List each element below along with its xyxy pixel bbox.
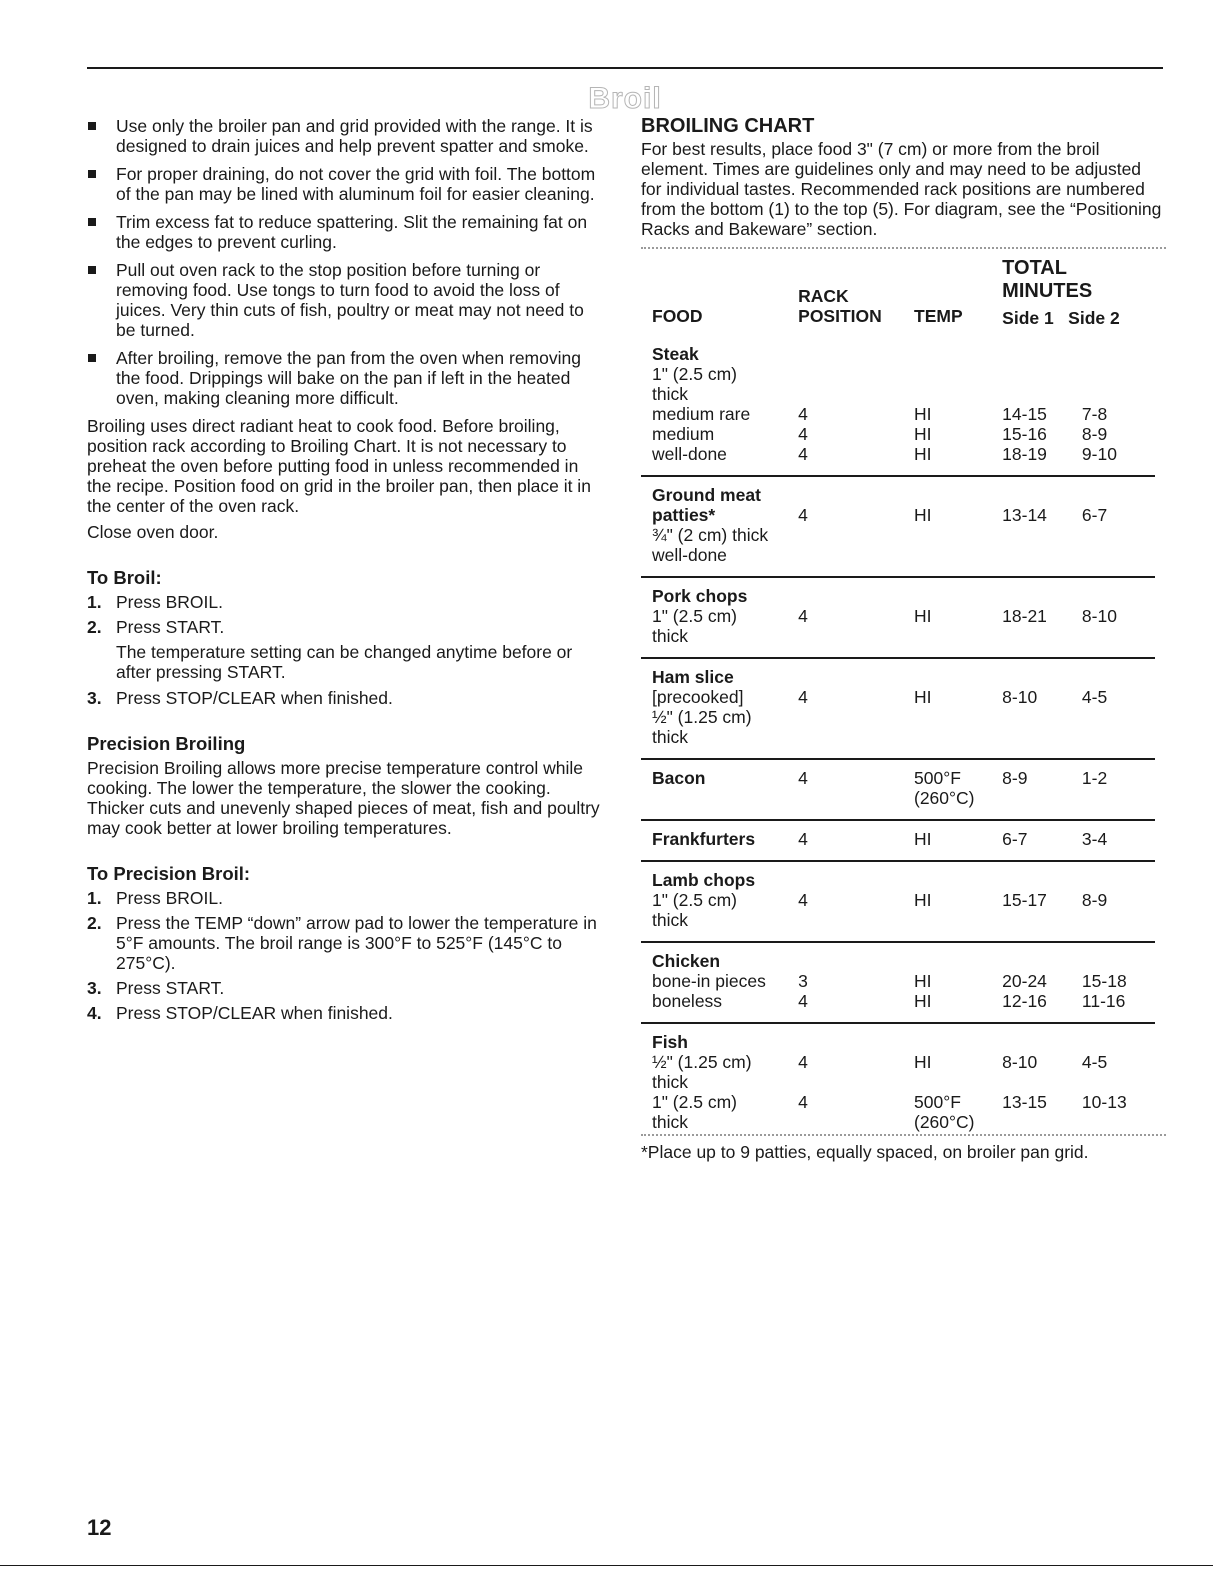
chart-header bbox=[641, 249, 1155, 336]
temp-cell bbox=[914, 820, 1002, 861]
square-bullet-icon bbox=[88, 354, 96, 362]
spacer bbox=[914, 485, 1002, 505]
food-cell bbox=[641, 476, 798, 577]
side1-cell bbox=[1002, 658, 1082, 759]
food-description: bone-in pieces bbox=[652, 971, 766, 991]
spacer bbox=[1002, 667, 1082, 687]
food-description: thick bbox=[652, 1112, 688, 1132]
rack-header bbox=[798, 249, 914, 336]
side2-cell bbox=[1082, 658, 1155, 759]
food-cell bbox=[641, 759, 798, 820]
temperature: HI bbox=[914, 991, 932, 1011]
step-number: 1. bbox=[87, 592, 102, 612]
side2-cell bbox=[1082, 820, 1155, 861]
chart-row-group bbox=[641, 577, 1155, 658]
food-cell bbox=[641, 577, 798, 658]
close-door-text: Close oven door. bbox=[87, 522, 219, 542]
spacer bbox=[798, 485, 914, 505]
spacer bbox=[1002, 485, 1082, 505]
tip-text: Pull out oven rack to the stop position before turning or removing food. Use tongs to turn food to avoid the loss of juices. Very thin cuts of fish, poultry or meat may not need to be turned. bbox=[116, 260, 584, 340]
spacer bbox=[1082, 1072, 1155, 1092]
spacer bbox=[914, 586, 1002, 606]
temperature: 500°F bbox=[914, 1092, 961, 1112]
temperature: HI bbox=[914, 687, 932, 707]
side2-minutes: 15-18 bbox=[1081, 971, 1127, 991]
temp-cell bbox=[914, 1023, 1002, 1134]
precision-text: Precision Broiling allows more precise temperature control while cooking. The lower the temperature, the slower the cooking. Thicker cuts and unevenly shaped pieces of meat, fish and poultry may cook better at lower broiling temperatures. bbox=[87, 758, 600, 838]
broiling-chart-table bbox=[641, 249, 1155, 1134]
tip-item bbox=[87, 164, 607, 204]
step-item bbox=[87, 1003, 607, 1023]
temperature: (260°C) bbox=[914, 1112, 975, 1132]
side2-minutes: 3-4 bbox=[1081, 829, 1108, 849]
food-description: medium rare bbox=[652, 404, 751, 424]
food-header-label: FOOD bbox=[652, 306, 703, 326]
to-broil-steps bbox=[87, 592, 607, 637]
header-row bbox=[641, 249, 1155, 336]
chart-footnote: *Place up to 9 patties, equally spaced, on broiler pan grid. bbox=[641, 1142, 1089, 1162]
to-broil-steps-cont bbox=[87, 688, 607, 708]
side1-cell bbox=[1002, 861, 1082, 942]
rack-cell bbox=[798, 336, 914, 476]
step-number: 4. bbox=[87, 1003, 102, 1023]
food-description: thick bbox=[652, 727, 688, 747]
side1-cell bbox=[1002, 942, 1082, 1023]
spacer bbox=[914, 1032, 1002, 1052]
rack-cell bbox=[798, 577, 914, 658]
food-cell bbox=[641, 658, 798, 759]
step-item bbox=[87, 888, 607, 908]
rack-position: 4 bbox=[798, 829, 808, 849]
side2-cell bbox=[1082, 861, 1155, 942]
dotted-rule bbox=[641, 1134, 1166, 1136]
temperature: HI bbox=[914, 890, 932, 910]
page-number: 12 bbox=[87, 1515, 112, 1540]
side1-minutes: 13-14 bbox=[1002, 505, 1047, 525]
side2-minutes: 11-16 bbox=[1081, 991, 1126, 1011]
side1-minutes: 14-15 bbox=[1002, 404, 1047, 424]
side1-cell bbox=[1002, 759, 1082, 820]
rack-position: 4 bbox=[798, 404, 808, 424]
spacer bbox=[798, 364, 914, 384]
food-name: Ham slice bbox=[652, 667, 734, 687]
temp-cell bbox=[914, 336, 1002, 476]
spacer bbox=[798, 384, 914, 404]
temp-cell bbox=[914, 577, 1002, 658]
food-name: Pork chops bbox=[652, 586, 748, 606]
side2-cell bbox=[1082, 336, 1155, 476]
side2-cell bbox=[1082, 759, 1155, 820]
spacer bbox=[1082, 384, 1155, 404]
rack-position: 4 bbox=[798, 1092, 808, 1112]
food-name: Bacon bbox=[652, 768, 706, 788]
rack-cell bbox=[798, 820, 914, 861]
spacer bbox=[914, 870, 1002, 890]
food-name: Chicken bbox=[652, 951, 721, 971]
sides-header bbox=[1002, 307, 1155, 330]
side2-cell bbox=[1082, 942, 1155, 1023]
food-description: well-done bbox=[652, 545, 727, 565]
spacer bbox=[1002, 951, 1082, 971]
tip-item bbox=[87, 348, 607, 408]
chart-row-group bbox=[641, 820, 1155, 861]
side2-minutes: 4-5 bbox=[1081, 1052, 1108, 1072]
temperature: 500°F bbox=[914, 768, 961, 788]
step-number: 2. bbox=[87, 617, 102, 637]
total-minutes-header bbox=[1002, 249, 1155, 336]
spacer bbox=[1002, 586, 1082, 606]
total-header-line1: TOTAL bbox=[1002, 257, 1067, 279]
step-item bbox=[87, 913, 607, 973]
side2-header: Side 2 bbox=[1068, 308, 1120, 328]
tip-text: Trim excess fat to reduce spattering. Slit the remaining fat on the edges to prevent curling. bbox=[116, 212, 588, 252]
tip-text: Use only the broiler pan and grid provided with the range. It is designed to drain juices and help prevent spatter and smoke. bbox=[116, 116, 593, 156]
food-name: Lamb chops bbox=[652, 870, 756, 890]
food-description: medium bbox=[652, 424, 715, 444]
rack-cell bbox=[798, 942, 914, 1023]
step-number: 1. bbox=[87, 888, 102, 908]
side2-cell bbox=[1082, 1023, 1155, 1134]
intro-paragraph: Broiling uses direct radiant heat to cook food. Before broiling, position rack according to Broiling Chart. It is not necessary to preheat the oven before putting food in unless recommended in the recipe. Position food on grid in the broiler pan, then place it in the center of the oven rack. bbox=[87, 416, 591, 516]
food-cell bbox=[641, 942, 798, 1023]
rack-cell bbox=[798, 658, 914, 759]
tip-item bbox=[87, 116, 607, 156]
side1-cell bbox=[1002, 820, 1082, 861]
rack-position: 4 bbox=[798, 424, 808, 444]
side1-cell bbox=[1002, 336, 1082, 476]
side1-minutes: 12-16 bbox=[1002, 991, 1047, 1011]
food-description: [precooked] bbox=[652, 687, 744, 707]
spacer bbox=[798, 1032, 914, 1052]
temp-cell bbox=[914, 942, 1002, 1023]
food-name: Steak bbox=[652, 344, 699, 364]
temperature: HI bbox=[914, 404, 932, 424]
step-text: Press STOP/CLEAR when finished. bbox=[116, 688, 393, 708]
rack-cell bbox=[798, 476, 914, 577]
to-precision-steps bbox=[87, 888, 607, 1023]
step-note: The temperature setting can be changed anytime before or after pressing START. bbox=[116, 642, 573, 682]
spacer bbox=[1082, 951, 1155, 971]
rack-cell bbox=[798, 861, 914, 942]
food-description: ¾" (2 cm) thick bbox=[652, 525, 769, 545]
rack-header-line1: RACK bbox=[798, 286, 849, 306]
rack-position: 4 bbox=[798, 606, 808, 626]
food-name: Frankfurters bbox=[652, 829, 756, 849]
temperature: (260°C) bbox=[914, 788, 975, 808]
chart-row-group bbox=[641, 476, 1155, 577]
side2-minutes: 8-9 bbox=[1081, 424, 1108, 444]
spacer bbox=[1002, 344, 1082, 364]
temperature: HI bbox=[914, 829, 932, 849]
side2-minutes: 1-2 bbox=[1081, 768, 1108, 788]
chart-title: BROILING CHART bbox=[641, 115, 815, 137]
chart-body bbox=[641, 336, 1155, 1134]
rack-position: 3 bbox=[798, 971, 808, 991]
to-precision-heading: To Precision Broil: bbox=[87, 863, 251, 884]
spacer bbox=[914, 667, 1002, 687]
spacer bbox=[1082, 344, 1155, 364]
left-column bbox=[87, 116, 607, 1028]
temperature: HI bbox=[914, 1052, 932, 1072]
food-description: thick bbox=[652, 910, 688, 930]
chart-row-group bbox=[641, 1023, 1155, 1134]
temp-cell bbox=[914, 861, 1002, 942]
spacer bbox=[1002, 1072, 1082, 1092]
food-name: Ground meat patties* bbox=[652, 485, 761, 525]
food-description: well-done bbox=[652, 444, 727, 464]
spacer bbox=[1002, 870, 1082, 890]
temp-header-label: TEMP bbox=[914, 306, 963, 326]
spacer bbox=[1002, 1032, 1082, 1052]
temp-cell bbox=[914, 658, 1002, 759]
food-description: boneless bbox=[652, 991, 723, 1011]
square-bullet-icon bbox=[88, 218, 96, 226]
rack-position: 4 bbox=[798, 687, 808, 707]
side1-minutes: 8-9 bbox=[1002, 768, 1028, 788]
tip-text: After broiling, remove the pan from the oven when removing the food. Drippings will bake on the pan if left in the heated oven, making cleaning more difficult. bbox=[116, 348, 581, 408]
spacer bbox=[798, 1072, 914, 1092]
bottom-rule bbox=[0, 1565, 1213, 1566]
side1-minutes: 6-7 bbox=[1002, 829, 1028, 849]
spacer bbox=[914, 384, 1002, 404]
step-text: Press BROIL. bbox=[116, 592, 223, 612]
tip-item bbox=[87, 260, 607, 340]
section-title: Broil bbox=[588, 82, 662, 115]
side2-minutes: 7-8 bbox=[1081, 404, 1108, 424]
rack-position: 4 bbox=[798, 991, 808, 1011]
temperature: HI bbox=[914, 424, 932, 444]
step-number: 2. bbox=[87, 913, 102, 933]
to-broil-heading: To Broil: bbox=[87, 567, 162, 588]
rack-position: 4 bbox=[798, 768, 808, 788]
side1-minutes: 18-19 bbox=[1002, 444, 1047, 464]
side1-cell bbox=[1002, 577, 1082, 658]
temperature: HI bbox=[914, 971, 932, 991]
side2-minutes: 4-5 bbox=[1081, 687, 1108, 707]
spacer bbox=[914, 364, 1002, 384]
rack-header-line2: POSITION bbox=[798, 306, 882, 326]
food-description: ½" (1.25 cm) bbox=[652, 707, 752, 727]
rack-position: 4 bbox=[798, 505, 808, 525]
side2-minutes: 10-13 bbox=[1081, 1092, 1127, 1112]
step-number: 3. bbox=[87, 978, 102, 998]
food-description: 1" (2.5 cm) bbox=[652, 364, 737, 384]
step-text: Press STOP/CLEAR when finished. bbox=[116, 1003, 393, 1023]
food-description: thick bbox=[652, 384, 688, 404]
rack-cell bbox=[798, 1023, 914, 1134]
tip-item bbox=[87, 212, 607, 252]
food-description: 1" (2.5 cm) bbox=[652, 1092, 737, 1112]
chart-row-group bbox=[641, 336, 1155, 476]
step-item bbox=[87, 592, 607, 612]
right-column bbox=[641, 116, 1166, 1162]
rack-position: 4 bbox=[798, 890, 808, 910]
spacer bbox=[798, 870, 914, 890]
rack-position: 4 bbox=[798, 1052, 808, 1072]
spacer bbox=[1082, 1032, 1155, 1052]
food-cell bbox=[641, 1023, 798, 1134]
spacer bbox=[798, 344, 914, 364]
spacer bbox=[798, 951, 914, 971]
temperature: HI bbox=[914, 444, 932, 464]
side1-minutes: 8-10 bbox=[1002, 687, 1038, 707]
spacer bbox=[914, 1072, 1002, 1092]
side1-minutes: 8-10 bbox=[1002, 1052, 1038, 1072]
chart-row-group bbox=[641, 942, 1155, 1023]
step-item bbox=[87, 617, 607, 637]
chart-row-group bbox=[641, 861, 1155, 942]
spacer bbox=[1082, 364, 1155, 384]
food-cell bbox=[641, 820, 798, 861]
rack-position: 4 bbox=[798, 444, 808, 464]
temp-cell bbox=[914, 476, 1002, 577]
precision-heading: Precision Broiling bbox=[87, 733, 246, 754]
spacer bbox=[1082, 667, 1155, 687]
square-bullet-icon bbox=[88, 266, 96, 274]
side2-minutes: 6-7 bbox=[1081, 505, 1108, 525]
total-header-line2: MINUTES bbox=[1002, 280, 1093, 302]
side1-minutes: 20-24 bbox=[1002, 971, 1047, 991]
tips-list bbox=[87, 116, 607, 408]
step-item bbox=[87, 978, 607, 998]
food-description: 1" (2.5 cm) bbox=[652, 890, 737, 910]
spacer bbox=[1082, 870, 1155, 890]
food-description: 1" (2.5 cm) bbox=[652, 606, 737, 626]
spacer bbox=[1082, 586, 1155, 606]
side1-header: Side 1 bbox=[1002, 308, 1054, 328]
step-text: Press the TEMP “down” arrow pad to lower the temperature in 5°F amounts. The broil range is 300°F to 525°F (145°C to 275°C). bbox=[116, 913, 597, 973]
food-cell bbox=[641, 336, 798, 476]
step-text: Press START. bbox=[116, 978, 225, 998]
step-text: Press BROIL. bbox=[116, 888, 223, 908]
side2-cell bbox=[1082, 577, 1155, 658]
food-description: thick bbox=[652, 1072, 688, 1092]
tip-text: For proper draining, do not cover the grid with foil. The bottom of the pan may be lined with aluminum foil for easier cleaning. bbox=[116, 164, 596, 204]
side2-minutes: 9-10 bbox=[1081, 444, 1117, 464]
chart-row-group bbox=[641, 759, 1155, 820]
temperature: HI bbox=[914, 505, 932, 525]
chart-row-group bbox=[641, 658, 1155, 759]
spacer bbox=[798, 667, 914, 687]
spacer bbox=[914, 344, 1002, 364]
side2-minutes: 8-10 bbox=[1081, 606, 1117, 626]
side1-minutes: 18-21 bbox=[1002, 606, 1047, 626]
food-header bbox=[641, 249, 798, 336]
food-cell bbox=[641, 861, 798, 942]
temperature: HI bbox=[914, 606, 932, 626]
spacer bbox=[1082, 485, 1155, 505]
rack-cell bbox=[798, 759, 914, 820]
temp-header bbox=[914, 249, 1002, 336]
top-rule bbox=[87, 67, 1163, 69]
side1-cell bbox=[1002, 1023, 1082, 1134]
temp-cell bbox=[914, 759, 1002, 820]
step-item bbox=[87, 688, 607, 708]
square-bullet-icon bbox=[88, 122, 96, 130]
spacer bbox=[1002, 384, 1082, 404]
spacer bbox=[1002, 364, 1082, 384]
side1-minutes: 13-15 bbox=[1002, 1092, 1047, 1112]
food-description: ½" (1.25 cm) bbox=[652, 1052, 752, 1072]
side1-cell bbox=[1002, 476, 1082, 577]
step-number: 3. bbox=[87, 688, 102, 708]
spacer bbox=[798, 586, 914, 606]
side1-minutes: 15-16 bbox=[1002, 424, 1047, 444]
food-description: thick bbox=[652, 626, 688, 646]
side1-minutes: 15-17 bbox=[1002, 890, 1047, 910]
step-text: Press START. bbox=[116, 617, 225, 637]
square-bullet-icon bbox=[88, 170, 96, 178]
chart-intro: For best results, place food 3" (7 cm) or more from the broil element. Times are guidelines only and may need to be adjusted for individual tastes. Recommended rack positions are numbered from the bottom (1) to the top (5). For diagram, see the “Positioning Racks and Bakeware” section. bbox=[641, 139, 1162, 239]
food-name: Fish bbox=[652, 1032, 688, 1052]
side2-cell bbox=[1082, 476, 1155, 577]
side2-minutes: 8-9 bbox=[1081, 890, 1108, 910]
spacer bbox=[914, 951, 1002, 971]
